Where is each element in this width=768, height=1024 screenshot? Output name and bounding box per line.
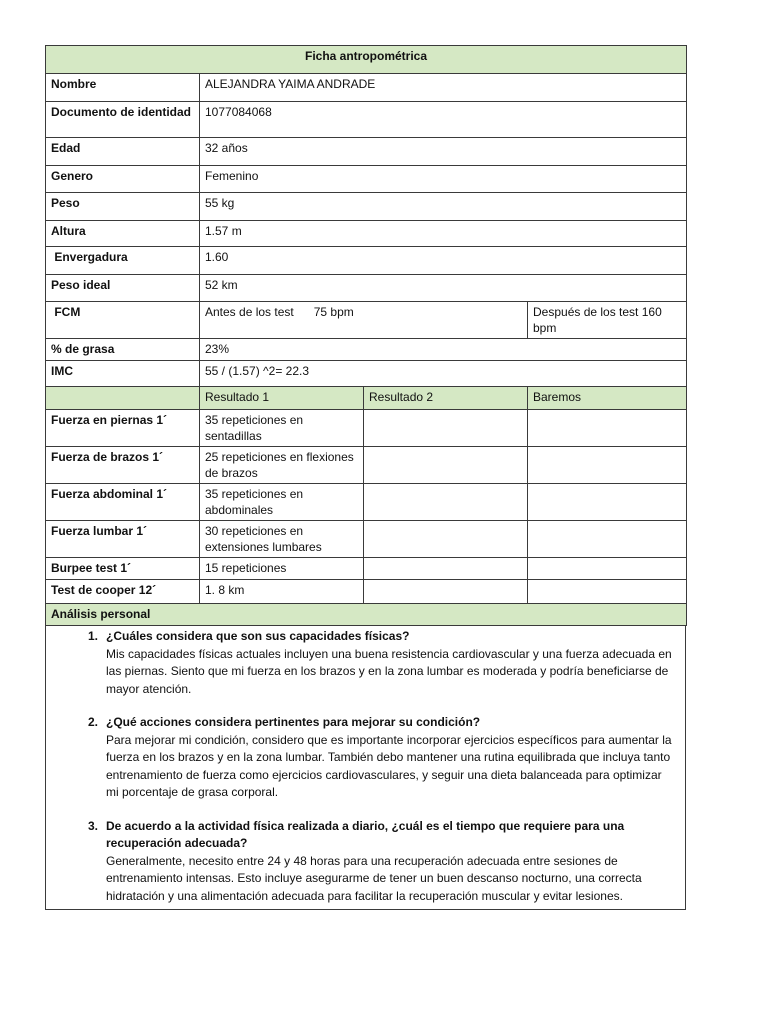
value-fcm-before: Antes de los test 75 bpm xyxy=(200,302,528,339)
test-label: Fuerza abdominal 1´ xyxy=(46,484,200,521)
value-peso: 55 kg xyxy=(200,193,687,221)
form-table xyxy=(45,45,687,626)
table-row xyxy=(46,410,687,447)
list-item xyxy=(54,818,677,906)
label-peso-ideal: Peso ideal xyxy=(46,275,200,302)
value-nombre: ALEJANDRA YAIMA ANDRADE xyxy=(200,74,687,102)
value-envergadura: 1.60 xyxy=(200,247,687,275)
test-result-1: 15 repeticiones xyxy=(200,558,364,580)
test-result-2 xyxy=(364,410,528,447)
question-text: De acuerdo a la actividad física realizada a diario, ¿cuál es el tiempo que requiere para una recuperación adecuada? xyxy=(106,818,625,850)
test-baremos xyxy=(528,580,687,604)
label-envergadura: Envergadura xyxy=(46,247,200,275)
label-altura: Altura xyxy=(46,221,200,247)
table-row xyxy=(46,447,687,484)
question-text: ¿Qué acciones considera pertinentes para mejorar su condición? xyxy=(106,715,481,729)
answer-text: Para mejorar mi condición, considero que es importante incorporar ejercicios específicos para aumentar la fuerza en los brazos y en la zona lumbar. También debo mantener una rutina equilibrada que incluya tanto entrenamiento de fuerza como ejercicios cardiovasculares, y seguir una dieta balanceada para optimizar mi porcentaje de grasa corporal. xyxy=(106,732,672,799)
test-baremos xyxy=(528,447,687,484)
test-baremos xyxy=(528,484,687,521)
analysis-title: Análisis personal xyxy=(46,604,687,626)
test-label: Fuerza lumbar 1´ xyxy=(46,521,200,558)
value-altura: 1.57 m xyxy=(200,221,687,247)
test-result-1: 35 repeticiones en sentadillas xyxy=(200,410,364,447)
results-header-r2: Resultado 2 xyxy=(364,387,528,410)
label-genero: Genero xyxy=(46,166,200,193)
test-result-2 xyxy=(364,558,528,580)
test-baremos xyxy=(528,521,687,558)
list-item xyxy=(54,714,677,802)
label-peso: Peso xyxy=(46,193,200,221)
results-header-blank xyxy=(46,387,200,410)
test-result-2 xyxy=(364,580,528,604)
value-fcm-after: Después de los test 160 bpm xyxy=(528,302,687,339)
question-text: ¿Cuáles considera que son sus capacidades físicas? xyxy=(106,629,410,643)
answer-text: Mis capacidades físicas actuales incluyen una buena resistencia cardiovascular y una fuerza adecuada en las piernas. Siento que mi fuerza en los brazos y en la zona lumbar es moderada y podría beneficiarse de mayor atención. xyxy=(106,646,672,696)
table-row xyxy=(46,558,687,580)
test-baremos xyxy=(528,410,687,447)
test-baremos xyxy=(528,558,687,580)
value-edad: 32 años xyxy=(200,138,687,166)
test-result-2 xyxy=(364,447,528,484)
label-grasa: % de grasa xyxy=(46,339,200,361)
test-label: Burpee test 1´ xyxy=(46,558,200,580)
label-imc: IMC xyxy=(46,361,200,387)
value-peso-ideal: 52 km xyxy=(200,275,687,302)
table-row xyxy=(46,521,687,558)
anthropometric-form xyxy=(45,45,686,910)
list-item xyxy=(54,628,677,698)
test-result-1: 35 repeticiones en abdominales xyxy=(200,484,364,521)
results-header-row xyxy=(46,387,687,410)
test-result-2 xyxy=(364,484,528,521)
label-documento: Documento de identidad xyxy=(46,102,200,138)
value-grasa: 23% xyxy=(200,339,687,361)
table-row xyxy=(46,484,687,521)
test-label: Test de cooper 12´ xyxy=(46,580,200,604)
results-header-baremos: Baremos xyxy=(528,387,687,410)
test-result-1: 1. 8 km xyxy=(200,580,364,604)
analysis-section xyxy=(45,626,686,910)
question-number: 2. xyxy=(87,715,98,729)
results-header-r1: Resultado 1 xyxy=(200,387,364,410)
answer-text: Generalmente, necesito entre 24 y 48 horas para una recuperación adecuada entre sesiones de entrenamiento intensas. Esto incluye asegurarme de tener un buen descanso nocturno, una correcta hidratación y una alimentación adecuada para facilitar la recuperación muscular y evitar lesiones. xyxy=(106,853,642,903)
test-result-1: 30 repeticiones en extensiones lumbares xyxy=(200,521,364,558)
test-result-2 xyxy=(364,521,528,558)
question-number: 3. xyxy=(87,818,98,833)
value-imc: 55 / (1.57) ^2= 22.3 xyxy=(200,361,687,387)
test-label: Fuerza en piernas 1´ xyxy=(46,410,200,447)
test-result-1: 25 repeticiones en flexiones de brazos xyxy=(200,447,364,484)
label-edad: Edad xyxy=(46,138,200,166)
test-label: Fuerza de brazos 1´ xyxy=(46,447,200,484)
value-genero: Femenino xyxy=(200,166,687,193)
form-title: Ficha antropométrica xyxy=(46,46,687,74)
value-documento: 1077084068 xyxy=(200,102,687,138)
question-number: 1. xyxy=(87,629,98,643)
label-fcm: FCM xyxy=(46,302,200,339)
table-row xyxy=(46,580,687,604)
label-nombre: Nombre xyxy=(46,74,200,102)
